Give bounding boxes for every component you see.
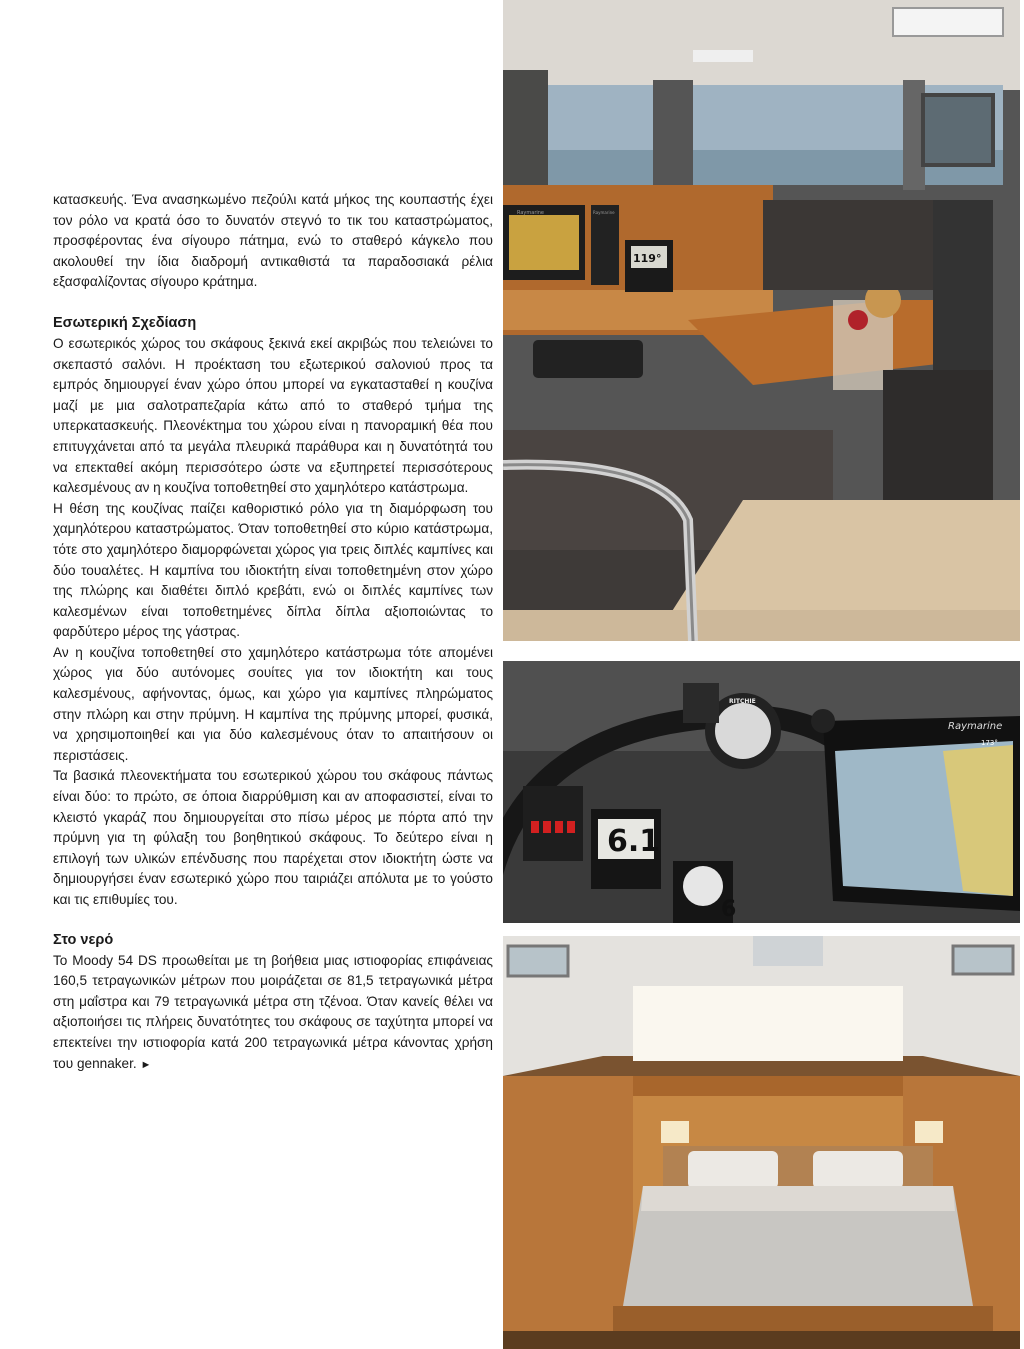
end-arrow-icon: ► bbox=[140, 1058, 152, 1071]
speed-reading: 6.1 bbox=[607, 824, 661, 859]
compass-brand: RITCHIE bbox=[729, 698, 756, 705]
raymarine-label-left: Raymarine bbox=[517, 210, 545, 216]
helm-illustration bbox=[503, 661, 1020, 923]
helm-photo bbox=[503, 661, 1020, 923]
paragraph-6 bbox=[53, 951, 493, 1076]
chart-heading: 173° bbox=[981, 739, 998, 747]
heading-on-the-water: Στο νερό bbox=[53, 931, 114, 948]
chartplotter-brand: Raymarine bbox=[948, 721, 1003, 732]
raymarine-label-right: Raymarine bbox=[593, 210, 615, 215]
paragraph-5: Τα βασικά πλεονεκτήματα του εσωτερικού χώρου του σκάφους πάντως είναι δύο: το πρώτο, σε όποια διαρρύθμιση και αν αποφασιστεί, είναι το κλειστό γκαράζ που δημιουργείται στο πίσω μέρος με πόρτα από την πρύμνη για τη φύλαξη του βοηθητικού σκάφους. Το δεύτερο είναι η επιλογή των υλικών επένδυσης που παρέχεται στον ιδιοκτήτη ώστε να δημιουργήσει έναν εσωτερικό χώρο που ταιριάζει απόλυτα με το γούστο και τις επιθυμίες του. bbox=[53, 768, 493, 907]
saloon-photo bbox=[503, 0, 1020, 641]
paragraph-4: Αν η κουζίνα τοποθετηθεί στο χαμηλότερο κατάστρωμα τότε απομένει χώρος για δύο αυτόνομες σουίτες για τον ιδιοκτήτη και τους καλεσμένους, αφήνοντας, όμως, και χώρο για καμπίνες πληρώματος στην πλώρη και στην πρύμνη. Η καμπίνα της πρύμνης μπορεί, φυσικά, να χρησιμοποιηθεί και για δύο καλεσμένους όταν το απαιτήσουν οι περιστάσεις. bbox=[53, 644, 493, 763]
article-column bbox=[53, 190, 493, 1075]
saloon-illustration bbox=[503, 0, 1020, 641]
depth-reading: 6 bbox=[721, 897, 737, 922]
cabin-photo bbox=[503, 936, 1020, 1349]
heading-interior-design: Εσωτερική Σχεδίαση bbox=[53, 314, 197, 331]
instrument-reading: 119° bbox=[633, 252, 662, 265]
paragraph-6-text: Το Moody 54 DS προωθείται με τη βοήθεια μιας ιστιοφορίας επιφάνειας 160,5 τετραγωνικών μέτρων που μοιράζεται σε 81,5 τετραγωνικά μέτρα στη μαΐστρα και 79 τετραγωνικά μέτρα στη τζένοα. Όταν κανείς θέλει να αξιοποιήσει τις πλήρεις δυνατότητες του σκάφους σε ταχύτητα μπορεί να επεκτείνει την ιστιοφορία κατά 200 τετραγωνικά μέτρα κάνοντας χρήση του gennaker. bbox=[53, 952, 493, 1071]
paragraph-1: κατασκευής. Ένα ανασηκωμένο πεζούλι κατά μήκος της κουπαστής έχει τον ρόλο να κρατά όσο το δυνατόν στεγνό το τικ του καταστρώματος, προσφέροντας ένα σίγουρο πάτημα, ενώ το σταθερό κάγκελο που ακολουθεί την ίδια διαδρομή αντικαθιστά τα παραδοσιακά ρέλια εξασφαλίζοντας σίγουρο κράτημα. bbox=[53, 192, 493, 290]
paragraph-3: Η θέση της κουζίνας παίζει καθοριστικό ρόλο για τη διαμόρφωση του χαμηλότερου καταστρώματος. Όταν τοποθετηθεί στο κύριο κατάστρωμα, τότε στο χαμηλότερο διαμορφώνεται χώρος για τρεις διπλές καμπίνες και δύο τουαλέτες. Η καμπίνα του ιδιοκτήτη είναι τοποθετημένη στον χώρο της πλώρης και διαθέτει διπλό κρεβάτι, ενώ οι διπλές καμπίνες των καλεσμένων είναι τοποθετημένες δίπλα δίπλα αξιοποιώντας το φαρδύτερο μέρος της γάστρας. bbox=[53, 500, 493, 640]
cabin-illustration bbox=[503, 936, 1020, 1349]
paragraph-2: Ο εσωτερικός χώρος του σκάφους ξεκινά εκεί ακριβώς που τελειώνει το σκεπαστό σαλόνι. Η προέκταση του εξωτερικού σαλονιού προς τα εμπρός δημιουργεί έναν χώρο όπου μπορεί να εγκατασταθεί η κουζίνα μαζί με μια σαλοτραπεζαρία κάτω από το σταθερό τμήμα της υπερκατασκευής. Πλεονέκτημα του χώρου είναι η πανοραμική θέα που επιτυγχάνεται από τα μεγάλα πλευρικά παράθυρα και η δυνατότητά του να επεκταθεί ακόμη περισσότερο ώστε να εξυπηρετεί περισσότερους καλεσμένους αν η κουζίνα τοποθετηθεί στο χαμηλότερο κατάστρωμα. bbox=[53, 335, 493, 496]
